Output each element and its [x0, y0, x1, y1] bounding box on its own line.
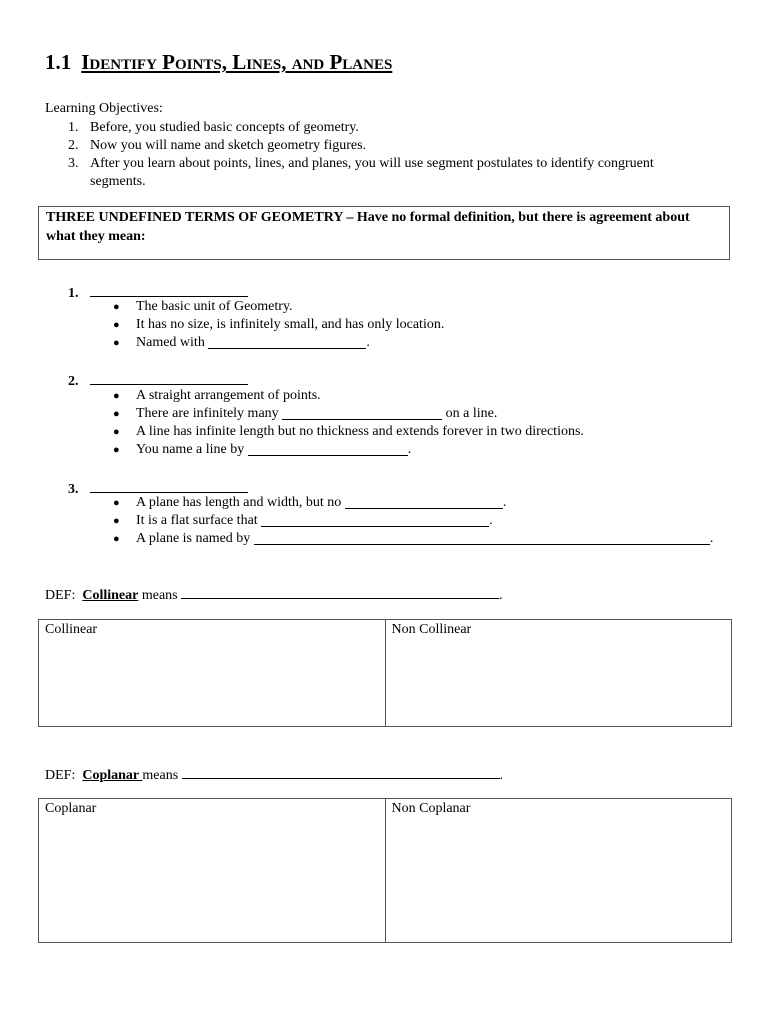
coplanar-cell: Coplanar: [39, 799, 386, 943]
term-1-header: 1.: [68, 282, 248, 303]
term-3-blank: [90, 478, 248, 493]
section-number: 1.1: [45, 50, 72, 74]
bullet-item: ● The basic unit of Geometry.: [113, 299, 293, 314]
collinear-table: [38, 619, 732, 727]
undefined-terms-box: [38, 206, 730, 260]
fill-blank: [248, 441, 408, 456]
objectives-list: [68, 119, 748, 191]
bullet-item: ● Named with .: [113, 335, 370, 350]
term-2-header: 2.: [68, 370, 248, 391]
objectives-heading: Learning Objectives:: [45, 101, 163, 116]
def-coplanar: DEF: Coplanar means .: [45, 764, 503, 784]
term-3-bullets: [113, 494, 713, 548]
objective-item: 3. After you learn about points, lines, and planes, you will use segment postulates to identify congruent segments.: [68, 156, 654, 189]
term-1-bullets: [113, 298, 444, 352]
objective-item: 1. Before, you studied basic concepts of geometry.: [68, 120, 359, 135]
term-3-header: 3.: [68, 478, 248, 499]
fill-blank: [261, 512, 489, 527]
fill-blank: [181, 584, 499, 599]
fill-blank: [182, 764, 500, 779]
collinear-cell: Collinear: [39, 620, 386, 727]
fill-blank: [208, 334, 366, 349]
fill-blank: [254, 530, 710, 545]
undefined-terms-text: THREE UNDEFINED TERMS OF GEOMETRY – Have no formal definition, but there is agreement about what they mean:: [46, 210, 690, 244]
bullet-item: ● There are infinitely many on a line.: [113, 406, 498, 421]
bullet-item: ● A straight arrangement of points.: [113, 388, 321, 403]
page-title: [45, 50, 398, 75]
fill-blank: [345, 494, 503, 509]
bullet-item: ● You name a line by .: [113, 442, 412, 457]
bullet-item: ● A plane has length and width, but no .: [113, 495, 507, 510]
bullet-item: ● It is a flat surface that .: [113, 513, 493, 528]
bullet-item: ● It has no size, is infinitely small, and has only location.: [113, 317, 445, 332]
term-collinear: Collinear: [82, 588, 139, 603]
bullet-item: ● A plane is named by .: [113, 531, 714, 546]
term-2-bullets: [113, 387, 584, 459]
coplanar-table: [38, 798, 732, 943]
non-collinear-cell: Non Collinear: [385, 620, 732, 727]
term-2-blank: [90, 370, 248, 385]
section-title: Identify Points, Lines, and Planes: [81, 50, 393, 74]
fill-blank: [282, 405, 442, 420]
objective-item: 2. Now you will name and sketch geometry figures.: [68, 138, 367, 153]
term-1-blank: [90, 282, 248, 297]
term-coplanar: Coplanar: [82, 768, 143, 783]
non-coplanar-cell: Non Coplanar: [385, 799, 732, 943]
def-collinear: DEF: Collinear means .: [45, 584, 503, 604]
bullet-item: ● A line has infinite length but no thickness and extends forever in two directions.: [113, 424, 584, 439]
